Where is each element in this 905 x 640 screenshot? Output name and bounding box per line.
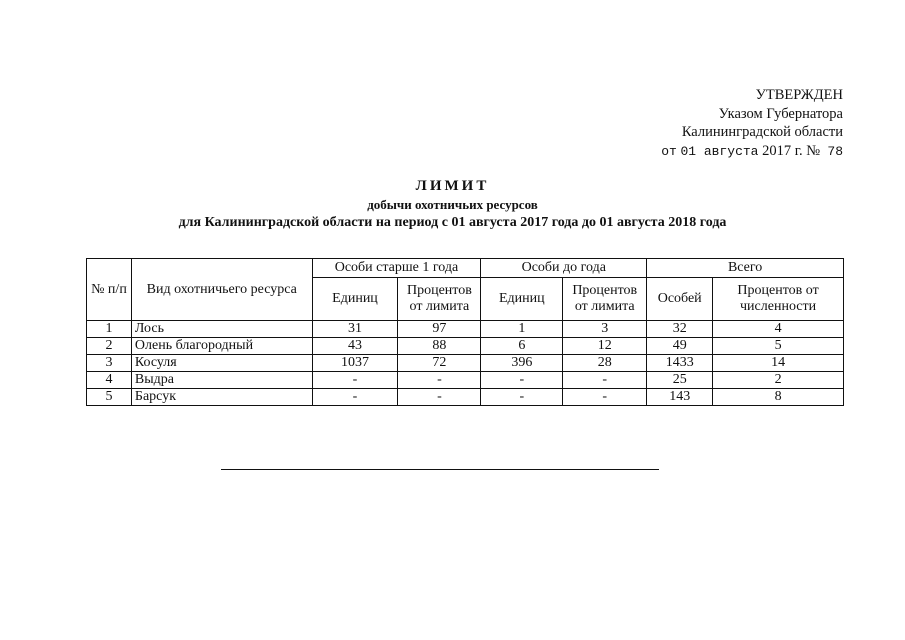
- cell-adult-units: -: [312, 372, 398, 389]
- cell-name: Олень благородный: [131, 338, 312, 355]
- cell-young-pct: -: [563, 389, 647, 406]
- cell-name: Косуля: [131, 355, 312, 372]
- header-total-pct: Процентов от численности: [713, 278, 844, 321]
- cell-young-units: 396: [481, 355, 563, 372]
- cell-name: Лось: [131, 321, 312, 338]
- date-prefix: от: [661, 143, 677, 159]
- header-resource: Вид охотничьего ресурса: [131, 259, 312, 321]
- cell-total: 143: [647, 389, 713, 406]
- cell-young-pct: 12: [563, 338, 647, 355]
- header-total-individuals: Особей: [647, 278, 713, 321]
- cell-total-pct: 8: [713, 389, 844, 406]
- cell-adult-pct: 88: [398, 338, 481, 355]
- title-subtitle: добычи охотничьих ресурсов: [367, 197, 538, 212]
- cell-adult-units: -: [312, 389, 398, 406]
- header-group-adult: Особи старше 1 года: [312, 259, 481, 278]
- header-group-total: Всего: [647, 259, 844, 278]
- table-row: [87, 372, 844, 389]
- table-row: [87, 321, 844, 338]
- cell-adult-pct: 72: [398, 355, 481, 372]
- table-row: [87, 389, 844, 406]
- header-young-units: Единиц: [481, 278, 563, 321]
- cell-n: 4: [87, 372, 132, 389]
- approval-stamp: [661, 86, 843, 161]
- date-value: 01 августа: [680, 143, 759, 159]
- cell-young-units: 1: [481, 321, 563, 338]
- cell-n: 1: [87, 321, 132, 338]
- title-period: для Калининградской области на период с 01 августа 2017 года до 01 августа 2018 года: [178, 215, 727, 230]
- cell-young-pct: -: [563, 372, 647, 389]
- header-young-pct: Процентов от лимита: [563, 278, 647, 321]
- cell-name: Барсук: [131, 389, 312, 406]
- header-group-young: Особи до года: [481, 259, 647, 278]
- table-row: [87, 338, 844, 355]
- cell-young-pct: 28: [563, 355, 647, 372]
- approval-region: Калининградской области: [681, 124, 843, 140]
- cell-adult-pct: -: [398, 372, 481, 389]
- table-row: [87, 355, 844, 372]
- cell-name: Выдра: [131, 372, 312, 389]
- header-adult-units: Единиц: [312, 278, 398, 321]
- approval-date-line: [661, 142, 843, 162]
- date-year: 2017 г.: [762, 142, 803, 159]
- cell-adult-units: 1037: [312, 355, 398, 372]
- cell-total: 25: [647, 372, 713, 389]
- header-num: № п/п: [87, 259, 132, 321]
- approval-decree: Указом Губернатора: [718, 105, 843, 122]
- cell-n: 5: [87, 389, 132, 406]
- approval-title: УТВЕРЖДЕН: [755, 87, 843, 103]
- cell-total-pct: 2: [713, 372, 844, 389]
- horizontal-rule: [221, 469, 659, 470]
- decree-number: 78: [827, 143, 843, 159]
- header-adult-pct: Процентов от лимита: [398, 278, 481, 321]
- cell-adult-units: 43: [312, 338, 398, 355]
- cell-young-pct: 3: [563, 321, 647, 338]
- cell-total: 32: [647, 321, 713, 338]
- cell-total: 49: [647, 338, 713, 355]
- cell-total: 1433: [647, 355, 713, 372]
- cell-total-pct: 5: [713, 338, 844, 355]
- cell-n: 3: [87, 355, 132, 372]
- cell-young-units: -: [481, 372, 563, 389]
- cell-young-units: -: [481, 389, 563, 406]
- title-heading: ЛИМИТ: [415, 178, 490, 194]
- cell-young-units: 6: [481, 338, 563, 355]
- number-sign: №: [806, 142, 821, 159]
- document-title: [0, 176, 905, 232]
- cell-total-pct: 14: [713, 355, 844, 372]
- cell-adult-pct: -: [398, 389, 481, 406]
- cell-n: 2: [87, 338, 132, 355]
- limit-table: [86, 258, 844, 406]
- cell-adult-units: 31: [312, 321, 398, 338]
- cell-total-pct: 4: [713, 321, 844, 338]
- cell-adult-pct: 97: [398, 321, 481, 338]
